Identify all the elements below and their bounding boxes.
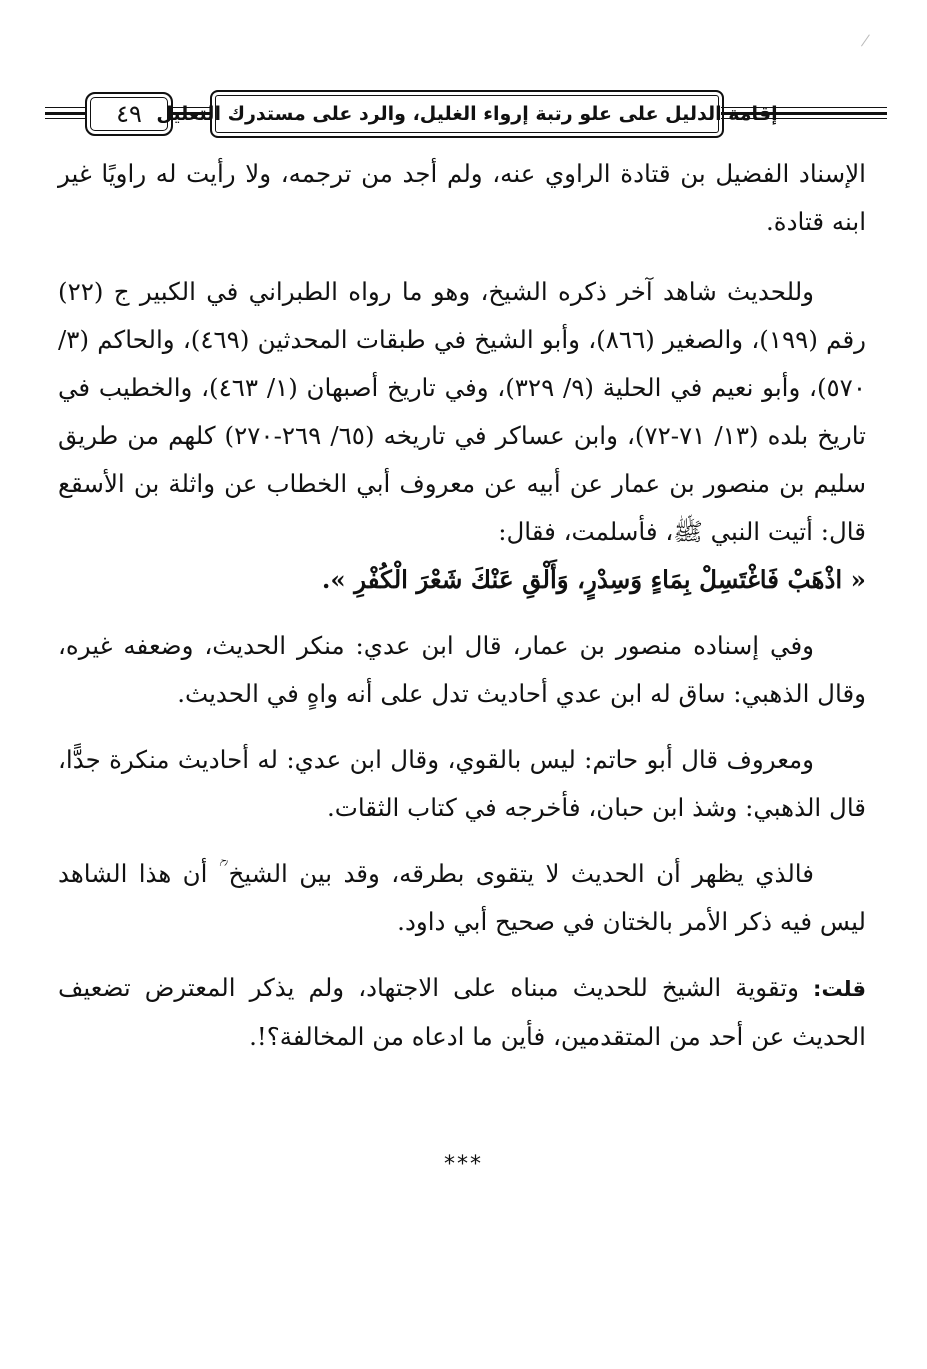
paragraph (58, 964, 866, 1061)
header-rule (721, 118, 887, 119)
page-body (58, 150, 866, 1079)
paragraph: فالذي يظهر أن الحديث لا يتقوى بطرقه، وقد بين الشيخ ؒ أن هذا الشاهد ليس فيه ذكر الأمر بالختان في صحيح أبي داود. (58, 859, 866, 936)
header-rule (721, 107, 887, 108)
header-rule (45, 118, 85, 119)
paragraph: وفي إسناده منصور بن عمار، قال ابن عدي: منكر الحديث، وضعفه غيره، وقال الذهبي: ساق له ابن عدي أحاديث تدل على أنه واهٍ في الحديث. (58, 631, 866, 708)
paragraph-text: وللحديث شاهد آخر ذكره الشيخ، وهو ما رواه الطبراني في الكبير ج (٢٢) رقم (١٩٩)، والصغير (٨٦٦)، وأبو الشيخ في طبقات المحدثين (٤٦٩)، والحاكم (٣/ ٥٧٠)، وأبو نعيم في الحلية (٩/ ٣٢٩)، وفي تاريخ أصبهان (١/ ٤٦٣)، والخطيب في تاريخ بلده (١٣/ ٧١-٧٢)، وابن عساكر في تاريخه (٦٥/ ٢٦٩-٢٧٠) كلهم من طريق سليم بن منصور بن عمار عن أبيه عن معروف أبي الخطاب عن واثلة بن الأسقع قال: أتيت النبي ﷺ، فأسلمت، فقال: (58, 277, 867, 546)
paragraph-text: وتقوية الشيخ للحديث مبناه على الاجتهاد، ولم يذكر المعترض تضعيف الحديث عن أحد من المتقدمين، فأين ما ادعاه من المخالفة؟!. (58, 973, 866, 1051)
paragraph: ومعروف قال أبو حاتم: ليس بالقوي، وقال ابن عدي: له أحاديث منكرة جدًّا، قال الذهبي: وشذ ابن حبان، فأخرجه في كتاب الثقات. (58, 745, 866, 822)
header-rule (45, 107, 85, 108)
header-rule (45, 112, 85, 115)
paragraph (58, 268, 866, 604)
section-separator: *** (444, 1152, 483, 1177)
scan-mark (851, 28, 870, 47)
paragraph: الإسناد الفضيل بن قتادة الراوي عنه، ولم أجد من ترجمه، ولا رأيت له راويًا غير ابنه قتادة. (58, 159, 866, 236)
page-header (45, 86, 887, 140)
hadith-quote: « اذْهَبْ فَاغْتَسِلْ بِمَاءٍ وَسِدْرٍ، وَأَلْقِ عَنْكَ شَعْرَ الْكُفْرِ ». (321, 565, 866, 594)
qultu-label: قلت: (813, 977, 866, 1001)
page-number: ٤٩ (85, 92, 173, 136)
header-rule (721, 112, 887, 115)
book-title: إقامة الدليل على علو رتبة إرواء الغليل، والرد على مستدرك التعليل (210, 90, 724, 138)
